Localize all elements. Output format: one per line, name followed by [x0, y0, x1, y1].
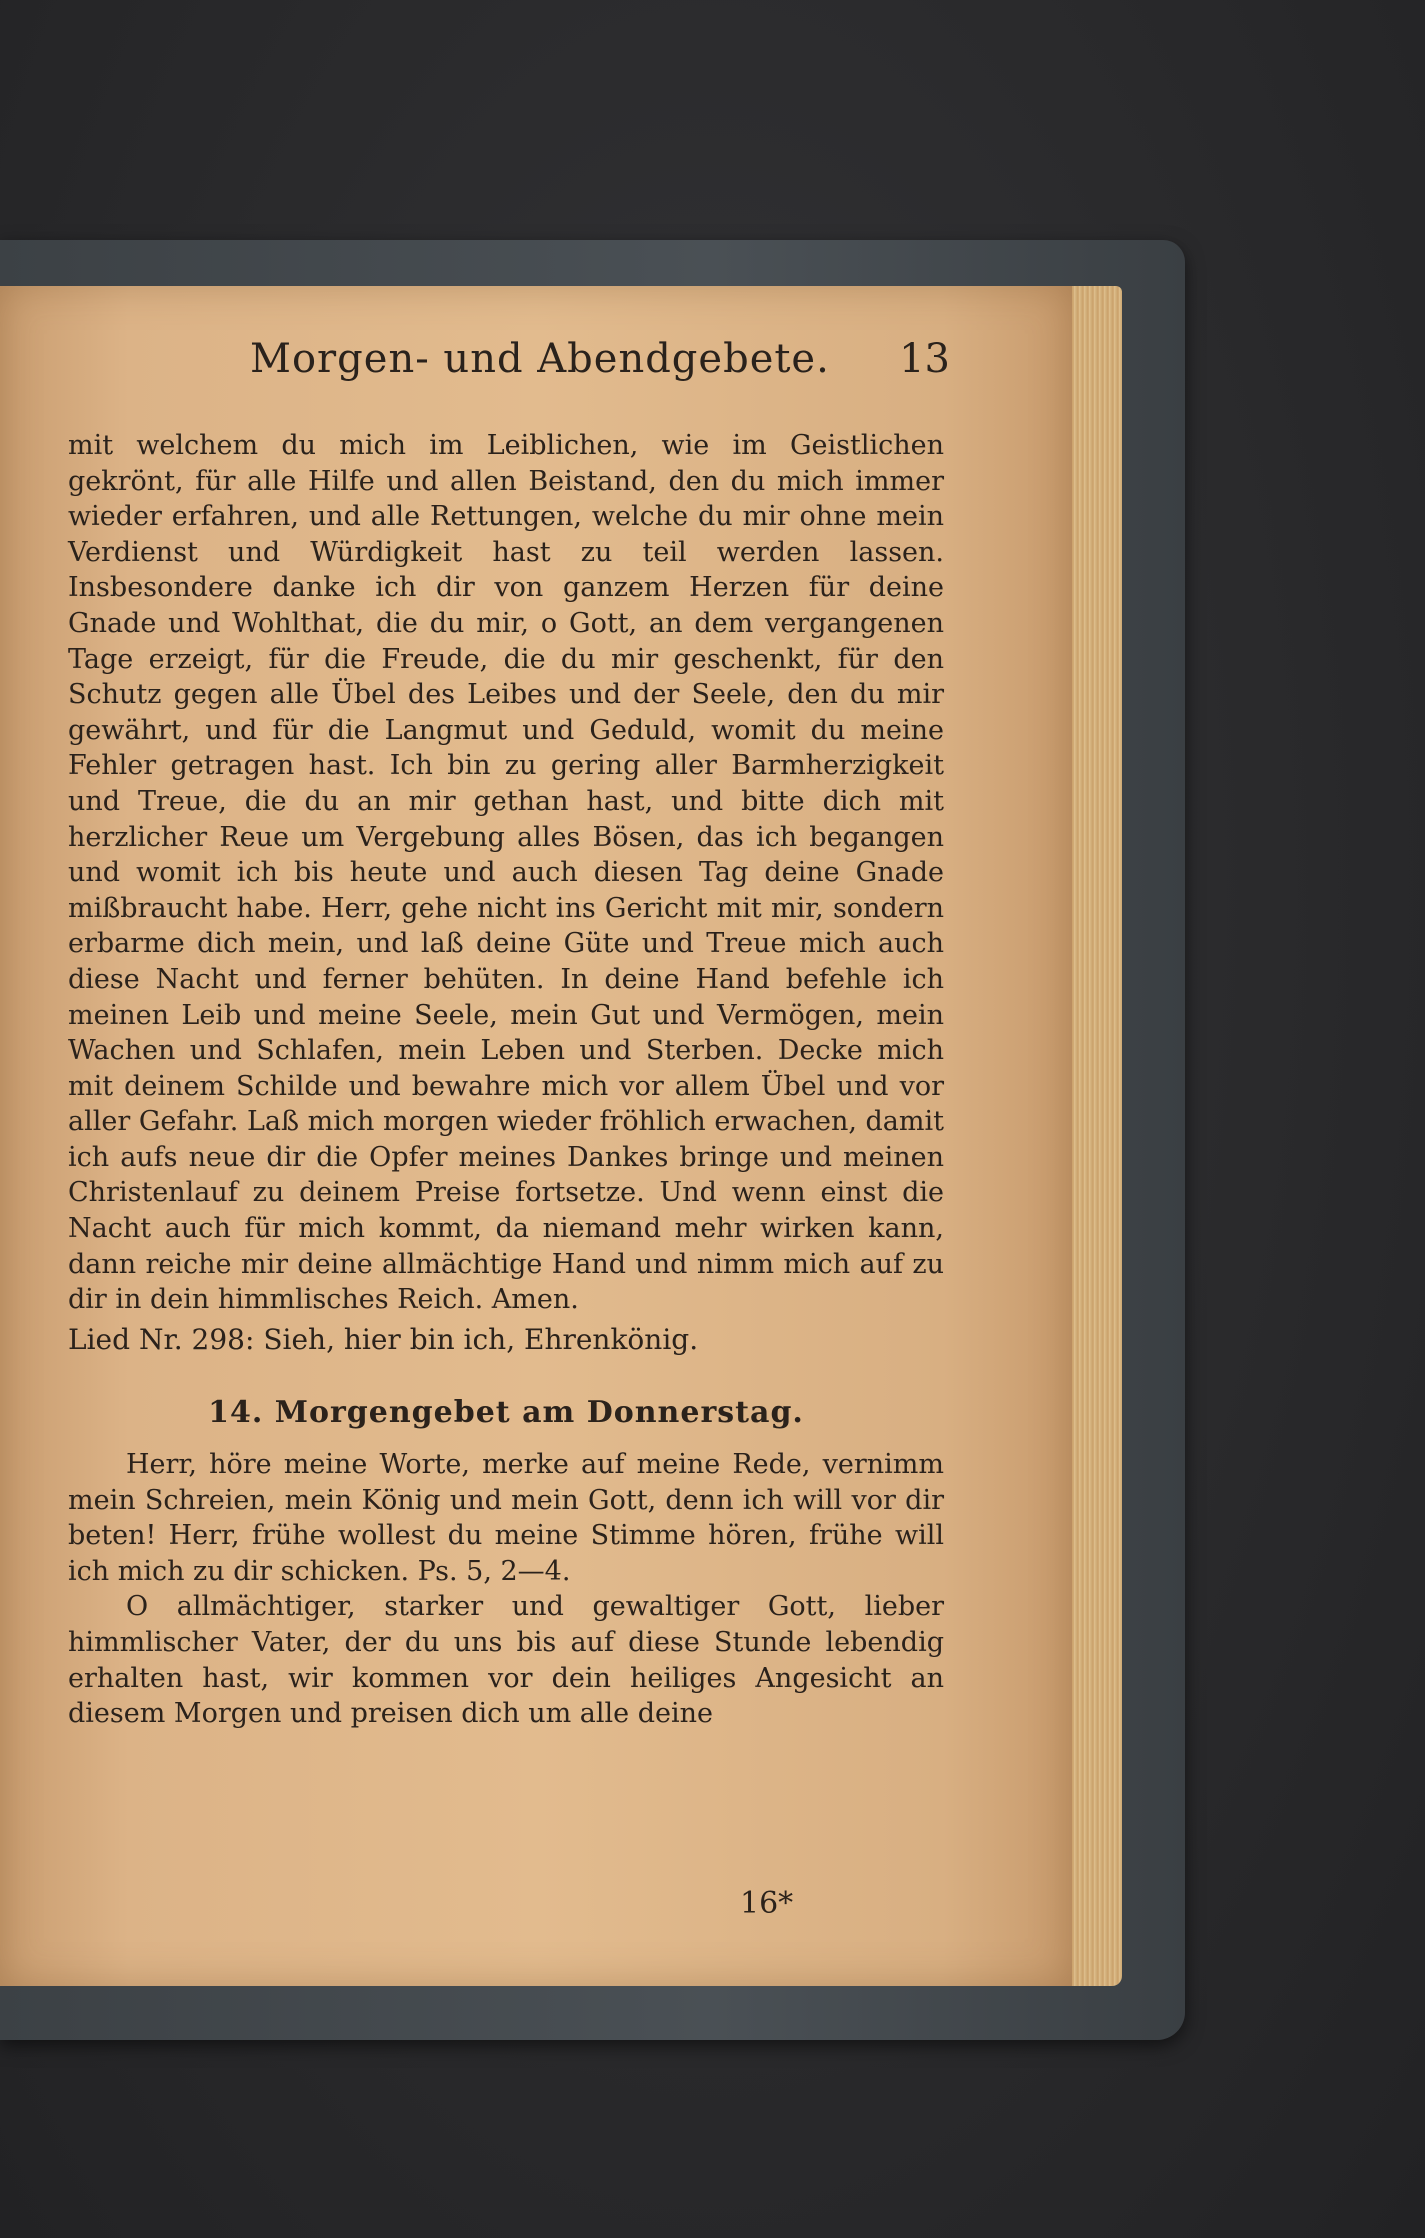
running-head	[70, 336, 950, 396]
prayer-paragraph-continued: mit welchem du mich im Leiblichen, wie im Geistlichen gekrönt, für alle Hilfe und allen Beistand, den du mich immer wieder erfahren, und alle Rettungen, welche du mir ohne mein Verdienst und Würdigkeit hast zu teil werden lassen. Insbesondere danke ich dir von ganzem Herzen für deine Gnade und Wohlthat, die du mir, o Gott, an dem vergangenen Tage erzeigt, für die Freude, die du mir geschenkt, für den Schutz gegen alle Übel des Leibes und der Seele, den du mir gewährt, und für die Langmut und Geduld, womit du meine Fehler getragen hast. Ich bin zu gering aller Barmherzigkeit und Treue, die du an mir gethan hast, und bitte dich mit herzlicher Reue um Vergebung alles Bösen, das ich begangen und womit ich bis heute und auch diesen Tag deine Gnade mißbraucht habe. Herr, gehe nicht ins Gericht mit mir, sondern erbarme dich mein, und laß deine Güte und Treue mich auch diese Nacht und ferner behüten. In deine Hand befehle ich meinen Leib und meine Seele, mein Gut und Vermögen, mein Wachen und Schlafen, mein Leben und Sterben. Decke mich mit deinem Schilde und bewahre mich vor allem Übel und vor aller Gefahr. Laß mich morgen wieder fröhlich erwachen, damit ich aufs neue dir die Opfer meines Dankes bringe und meinen Christenlauf zu deinem Preise fortsetze. Und wenn einst die Nacht auch für mich kommt, da niemand mehr wirken kann, dann reiche mir deine allmächtige Hand und nimm mich auf zu dir in dein himmlisches Reich. Amen.	[68, 430, 944, 1316]
prayer-paragraph-start: O allmächtiger, starker und gewaltiger Gott, lieber himmlischer Vater, der du uns bis auf diese Stunde lebendig erhalten hast, wir kommen vor dein heiliges Angesicht an diesem Morgen und preisen dich um alle deine	[68, 1591, 944, 1730]
psalm-paragraph: Herr, höre meine Worte, merke auf meine Rede, vernimm mein Schreien, mein König und mein Gott, denn ich will vor dir beten! Herr, frühe wollest du meine Stimme hören, frühe will ich mich zu dir schicken. Ps. 5, 2—4.	[68, 1449, 944, 1587]
section-heading: 14. Morgengebet am Donnerstag.	[208, 1395, 804, 1431]
page-number: 13	[899, 336, 950, 382]
running-head-title: Morgen- und Abendgebete.	[250, 336, 830, 382]
book-page	[0, 286, 1072, 1986]
song-reference: Lied Nr. 298: Sieh, hier bin ich, Ehrenkönig.	[68, 1322, 699, 1356]
signature-mark: 16*	[740, 1886, 794, 1921]
text-block	[68, 428, 944, 1732]
